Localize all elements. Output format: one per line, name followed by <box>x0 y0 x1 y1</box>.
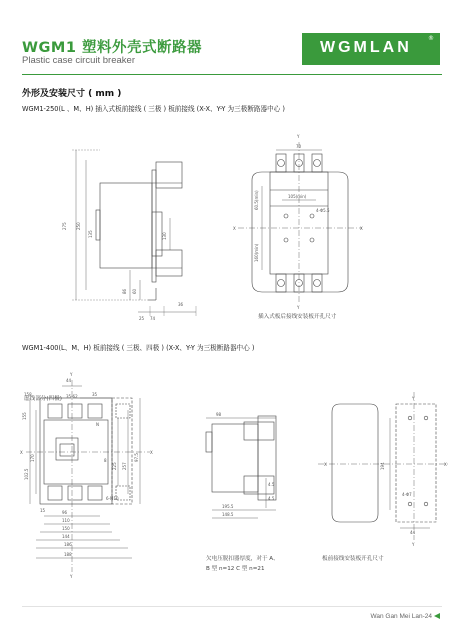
panel-cutout-caption: 板前接线安装板开孔尺寸 <box>322 556 384 562</box>
svg-text:X: X <box>360 226 363 231</box>
footer-text: Wan Gan Mei Lan-24 <box>370 613 432 620</box>
svg-text:160(min): 160(min) <box>254 243 259 262</box>
svg-text:250: 250 <box>76 222 81 230</box>
svg-text:150: 150 <box>62 526 70 531</box>
d2-mounting-plate <box>332 404 378 522</box>
undervoltage-note-2: B 型 n=12 C 型 n=21 <box>206 566 265 572</box>
svg-text:105(min): 105(min) <box>288 194 307 199</box>
svg-text:188: 188 <box>64 552 72 557</box>
svg-text:X: X <box>150 450 153 455</box>
four-pole-label: 虚线部分(四极) <box>24 396 62 402</box>
svg-text:44: 44 <box>66 378 72 383</box>
svg-text:144: 144 <box>62 534 70 539</box>
svg-text:195.5: 195.5 <box>222 504 234 509</box>
svg-text:Y: Y <box>297 305 300 310</box>
svg-text:X: X <box>324 462 327 467</box>
svg-text:130: 130 <box>162 232 167 240</box>
page-title: WGM1 塑料外壳式断路器 <box>22 40 202 56</box>
svg-text:8: 8 <box>104 458 107 463</box>
svg-text:186: 186 <box>64 542 72 547</box>
svg-text:4-Φ7: 4-Φ7 <box>402 492 412 497</box>
footer-divider <box>22 606 442 607</box>
registered-mark: ® <box>428 35 434 42</box>
svg-text:170: 170 <box>30 454 35 462</box>
svg-text:74: 74 <box>150 316 156 321</box>
svg-text:35: 35 <box>92 392 98 397</box>
svg-text:25: 25 <box>139 316 145 321</box>
svg-text:135: 135 <box>88 230 93 238</box>
d2-front-body <box>40 398 112 504</box>
svg-text:70: 70 <box>296 144 302 149</box>
svg-text:102.5: 102.5 <box>24 468 29 480</box>
svg-text:Y: Y <box>412 396 415 401</box>
svg-text:X: X <box>233 226 236 231</box>
svg-text:15: 15 <box>40 508 46 513</box>
svg-text:148.5: 148.5 <box>222 512 234 517</box>
svg-text:Y: Y <box>297 134 300 139</box>
svg-text:158: 158 <box>24 392 32 397</box>
svg-text:97.5: 97.5 <box>134 453 139 462</box>
page-arrow-icon <box>434 613 440 619</box>
svg-text:98: 98 <box>216 412 222 417</box>
section-title: 外形及安装尺寸 ( mm ) <box>22 89 122 99</box>
svg-text:194: 194 <box>380 462 385 470</box>
d1-dim-275: 275 <box>62 222 67 230</box>
svg-text:X: X <box>20 450 23 455</box>
plug-in-cutout-caption: 插入式板后接线安装板开孔尺寸 <box>258 314 337 320</box>
svg-text:60: 60 <box>132 288 137 294</box>
svg-text:Y: Y <box>412 542 415 547</box>
svg-text:257: 257 <box>122 462 127 470</box>
svg-text:Y: Y <box>70 372 73 377</box>
svg-text:96: 96 <box>62 510 68 515</box>
svg-text:44: 44 <box>410 530 416 535</box>
svg-text:225: 225 <box>112 462 117 470</box>
svg-text:86: 86 <box>122 288 127 294</box>
svg-text:4.5: 4.5 <box>268 482 275 487</box>
svg-text:155: 155 <box>22 412 27 420</box>
svg-text:N: N <box>96 422 99 427</box>
undervoltage-note-1: 欠电压脱扣器厚度，对于 A、 <box>206 556 279 562</box>
svg-text:110: 110 <box>62 518 70 523</box>
svg-text:35-62: 35-62 <box>66 394 78 399</box>
drawing1-caption: WGM1-250(L 、M、H) 插入式板前接线 ( 三极 ) 板前接线 (X-X、Y-Y 为三极断路器中心 ) <box>22 105 285 113</box>
svg-text:4.5: 4.5 <box>268 496 275 501</box>
svg-text:60.5(min): 60.5(min) <box>254 190 259 210</box>
svg-text:6-M10: 6-M10 <box>106 496 119 501</box>
logo-text: WGMLAN <box>320 39 412 56</box>
drawing2-caption: WGM1-400(L、M、H) 板前接线 ( 三极、四极 ) (X-X、Y-Y 为三极断路器中心 ) <box>22 344 255 352</box>
page-footer <box>370 613 440 620</box>
svg-text:Y: Y <box>70 574 73 579</box>
svg-text:36: 36 <box>178 302 184 307</box>
svg-text:4-Φ5.5: 4-Φ5.5 <box>316 208 330 213</box>
svg-text:X: X <box>444 462 447 467</box>
page-subtitle: Plastic case circuit breaker <box>22 55 135 66</box>
